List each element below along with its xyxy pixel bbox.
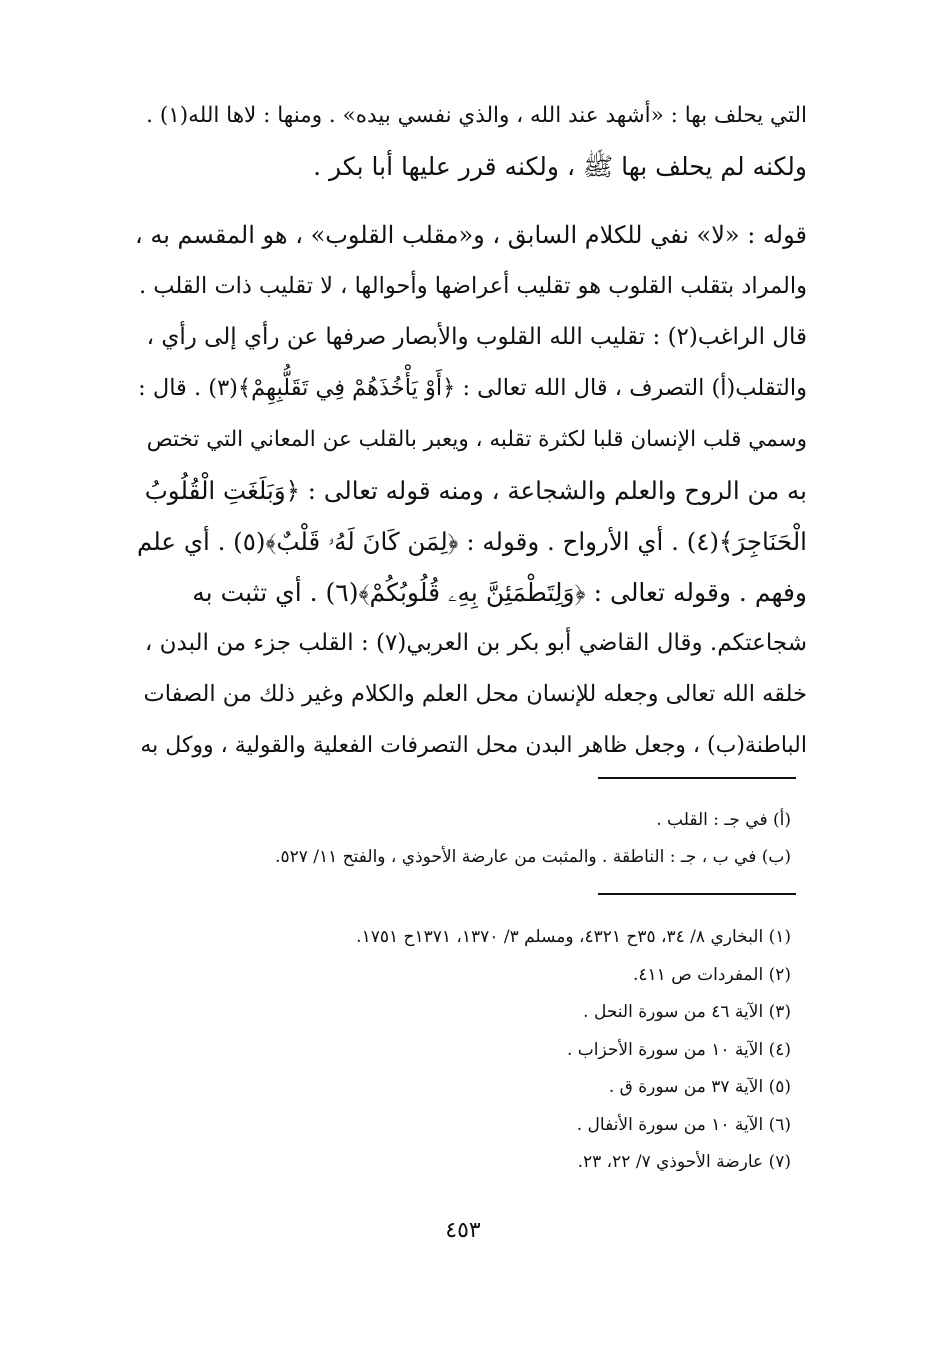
- footnote-divider: [598, 893, 796, 895]
- variant-notes: [171, 802, 791, 876]
- text-line: شجاعتكم. وقال القاضي أبو بكر بن العربي(٧) : القلب جزء من البدن ،: [144, 630, 807, 656]
- footnotes: [171, 919, 791, 1182]
- text-line: ولكنه لم يحلف بها ﷺ ، ولكنه قرر عليها أبا بكر .: [313, 152, 807, 181]
- footnote: (٦) الآية ١٠ من سورة الأنفال .: [576, 1114, 791, 1135]
- text-line: الباطنة(ب) ، وجعل ظاهر البدن محل التصرفات الفعلية والقولية ، ووكل به: [140, 733, 807, 758]
- text-line: وفهم . وقوله تعالى : ﴿وَلِتَطْمَئِنَّ بِهِۦ قُلُوبُكُمْ﴾(٦) . أي تثبت به: [192, 578, 807, 607]
- variant-note: (أ) في جـ : القلب .: [656, 810, 791, 830]
- text-line: قوله : «لا» نفي للكلام السابق ، و«مقلب القلوب» ، هو المقسم به ،: [135, 221, 807, 249]
- footnote: (١) البخاري ٨/ ٣٤، ٣٥ح ٤٣٢١، ومسلم ٣/ ١٣٧٠، ١٣٧١ح ١٧٥١.: [356, 927, 791, 947]
- main-text-paragraph-2: [135, 210, 807, 771]
- text-line: قال الراغب(٢) : تقليب الله القلوب والأبصار صرفها عن رأي إلى رأي ،: [146, 324, 807, 350]
- text-line: والتقلب(أ) التصرف ، قال الله تعالى : ﴿أَوْ يَأْخُذَهُمْ فِي تَقَلُّبِهِمْ﴾(٣) . قال :: [138, 375, 807, 401]
- footnote: (٥) الآية ٣٧ من سورة ق .: [608, 1077, 791, 1097]
- footnote-divider: [598, 777, 796, 779]
- text-line: به من الروح والعلم والشجاعة ، ومنه قوله تعالى : ﴿وَبَلَغَتِ الْقُلُوبُ: [144, 476, 807, 505]
- text-line: وسمي قلب الإنسان قلبا لكثرة تقلبه ، ويعبر بالقلب عن المعاني التي تختص: [146, 427, 807, 452]
- footnote: (٣) الآية ٤٦ من سورة النحل .: [583, 1002, 791, 1022]
- footnote: (٤) الآية ١٠ من سورة الأحزاب .: [566, 1039, 791, 1060]
- variant-note: (ب) في ب ، جـ : الناطقة . والمثبت من عارضة الأحوذي ، والفتح ١١/ ٥٢٧.: [275, 847, 791, 867]
- main-text-paragraph-1: [135, 90, 807, 192]
- text-line: والمراد بتقلب القلوب هو تقليب أعراضها وأحوالها ، لا تقليب ذات القلب .: [138, 273, 807, 299]
- footnote: (٧) عارضة الأحوذي ٧/ ٢٢، ٢٣.: [577, 1152, 791, 1172]
- text-line: الْحَنَاجِرَ﴾(٤) . أي الأرواح . وقوله : ﴿لِمَن كَانَ لَهُۥ قَلْبٌ﴾(٥) . أي علم: [137, 527, 807, 556]
- footnote: (٢) المفردات ص ٤١١.: [633, 964, 791, 985]
- page-number: ٤٥٣: [445, 1218, 481, 1243]
- text-line: خلقه الله تعالى وجعله للإنسان محل العلم والكلام وغير ذلك من الصفات: [143, 681, 807, 707]
- text-line: التي يحلف بها : «أشهد عند الله ، والذي نفسي بيده» . ومنها : لاها الله(١) .: [146, 103, 807, 128]
